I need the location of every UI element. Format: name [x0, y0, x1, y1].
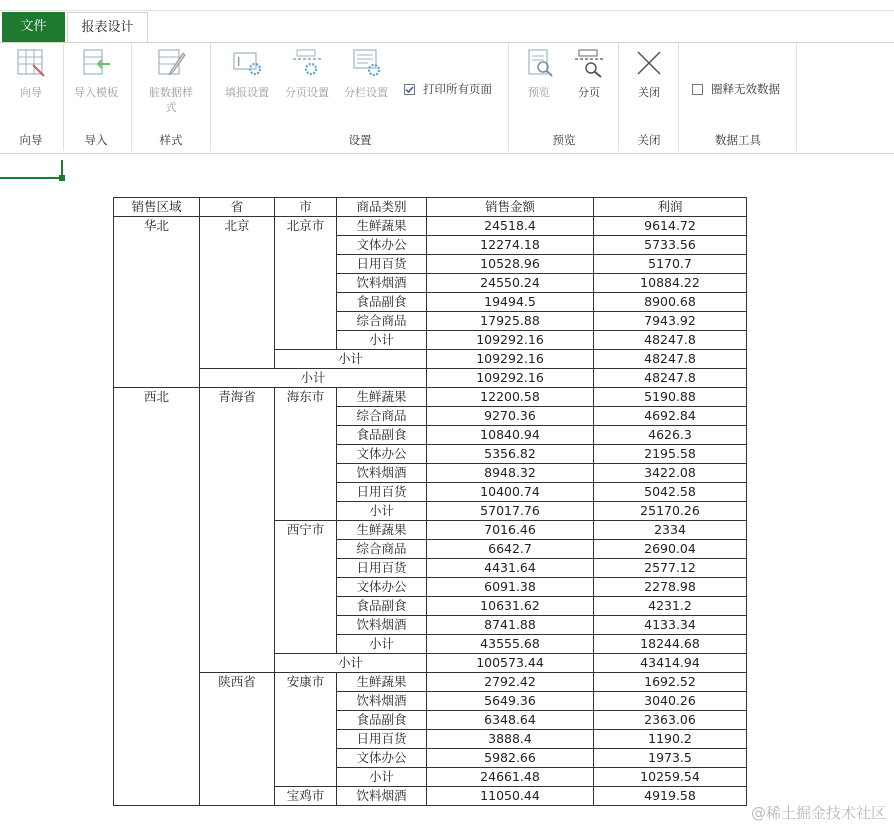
table-row: 综合商品 6642.7 2690.04 [114, 540, 747, 559]
group-import: 导入 [84, 133, 108, 147]
table-row: 食品副食 6348.64 2363.06 [114, 711, 747, 730]
fill-handle[interactable] [59, 175, 65, 181]
table-row: 宝鸡市 饮料烟酒 11050.44 4919.58 [114, 787, 747, 806]
table-row: 食品副食 10840.94 4626.3 [114, 426, 747, 445]
import-template-button[interactable]: 导入模板 [68, 47, 124, 100]
dirty-data-style-button[interactable]: 脏数据样式 [140, 47, 202, 115]
annotate-invalid-data-checkbox[interactable]: 圈释无效数据 [692, 81, 780, 97]
group-data-tools: 数据工具 [715, 133, 761, 147]
ribbon-tabs [0, 11, 894, 42]
city-cell: 安康市 [275, 673, 337, 787]
group-preview: 预览 [552, 133, 576, 147]
table-row: 西宁市 生鲜蔬果 7016.46 2334 [114, 521, 747, 540]
table-row: 饮料烟酒 8741.88 4133.34 [114, 616, 747, 635]
table-row: 综合商品 17925.88 7943.92 [114, 312, 747, 331]
table-row: 食品副食 10631.62 4231.2 [114, 597, 747, 616]
profit-cell: 9614.72 [594, 217, 747, 236]
tab-file[interactable]: 文件 [2, 12, 65, 42]
table-row: 文体办公 12274.18 5733.56 [114, 236, 747, 255]
ribbon [0, 43, 894, 153]
svg-text:I: I [237, 55, 241, 69]
preview-icon [523, 47, 555, 79]
checkbox-unchecked-icon [692, 84, 703, 95]
column-settings-icon [350, 47, 382, 79]
subtotal-row: 小计 109292.16 48247.8 [114, 331, 747, 350]
active-cell-indicator [0, 177, 62, 179]
table-row: 日用百货 10528.96 5170.7 [114, 255, 747, 274]
category-cell: 生鲜蔬果 [337, 217, 427, 236]
table-row: 西北 青海省 海东市 生鲜蔬果 12200.58 5190.88 [114, 388, 747, 407]
close-button[interactable]: 关闭 [626, 47, 672, 100]
header-sales: 销售金额 [427, 198, 594, 217]
table-row: 饮料烟酒 8948.32 3422.08 [114, 464, 747, 483]
region-cell: 西北 [114, 388, 200, 806]
import-template-icon [80, 47, 112, 79]
table-row: 日用百货 3888.4 1190.2 [114, 730, 747, 749]
header-province: 省 [200, 198, 275, 217]
subtotal-row: 小计 43555.68 18244.68 [114, 635, 747, 654]
wizard-icon [15, 47, 47, 79]
watermark: @稀土掘金技术社区 [750, 804, 886, 822]
table-row: 综合商品 9270.36 4692.84 [114, 407, 747, 426]
subtotal-row: 小计 57017.76 25170.26 [114, 502, 747, 521]
close-icon [633, 47, 665, 79]
city-cell: 海东市 [275, 388, 337, 521]
header-city: 市 [275, 198, 337, 217]
column-settings-button[interactable]: 分栏设置 [338, 47, 394, 100]
group-wizard: 向导 [19, 133, 43, 147]
sales-cell: 24518.4 [427, 217, 594, 236]
paging-preview-button[interactable]: 分页 [566, 47, 612, 100]
province-cell: 陕西省 [200, 673, 275, 806]
group-close: 关闭 [637, 133, 661, 147]
table-row: 文体办公 5356.82 2195.58 [114, 445, 747, 464]
province-cell: 北京 [200, 217, 275, 369]
table-row: 日用百货 4431.64 2577.12 [114, 559, 747, 578]
paging-preview-icon [573, 47, 605, 79]
table-row [114, 217, 747, 236]
page-settings-icon [291, 47, 323, 79]
province-cell: 青海省 [200, 388, 275, 673]
subtotal-row: 小计 100573.44 43414.94 [114, 654, 747, 673]
table-row: 日用百货 10400.74 5042.58 [114, 483, 747, 502]
fill-settings-button[interactable]: I 填报设置 [219, 47, 275, 100]
table-row: 食品副食 19494.5 8900.68 [114, 293, 747, 312]
checkbox-checked-icon [404, 84, 415, 95]
print-all-pages-checkbox[interactable]: 打印所有页面 [404, 81, 492, 97]
page-settings-button[interactable]: 分页设置 [279, 47, 335, 100]
city-cell: 宝鸡市 [275, 787, 337, 806]
preview-button[interactable]: 预览 [516, 47, 562, 100]
table-row: 文体办公 6091.38 2278.98 [114, 578, 747, 597]
header-profit: 利润 [594, 198, 747, 217]
group-settings: 设置 [348, 133, 372, 147]
report-table [113, 197, 747, 806]
wizard-button[interactable]: 向导 [8, 47, 54, 100]
subtotal-row: 小计 109292.16 48247.8 [114, 369, 747, 388]
group-style: 样式 [159, 133, 183, 147]
table-row: 陕西省 安康市 生鲜蔬果 2792.42 1692.52 [114, 673, 747, 692]
fill-settings-icon [231, 47, 263, 79]
city-cell: 西宁市 [275, 521, 337, 654]
city-cell: 北京市 [275, 217, 337, 350]
table-header-row [114, 198, 747, 217]
table-row: 饮料烟酒 24550.24 10884.22 [114, 274, 747, 293]
header-region: 销售区域 [114, 198, 200, 217]
table-row: 饮料烟酒 5649.36 3040.26 [114, 692, 747, 711]
subtotal-row: 小计 24661.48 10259.54 [114, 768, 747, 787]
subtotal-row: 小计 109292.16 48247.8 [114, 350, 747, 369]
tab-report-design[interactable]: 报表设计 [67, 12, 148, 43]
dirty-data-style-icon [155, 47, 187, 79]
table-row: 文体办公 5982.66 1973.5 [114, 749, 747, 768]
region-cell: 华北 [114, 217, 200, 388]
header-category: 商品类别 [337, 198, 427, 217]
